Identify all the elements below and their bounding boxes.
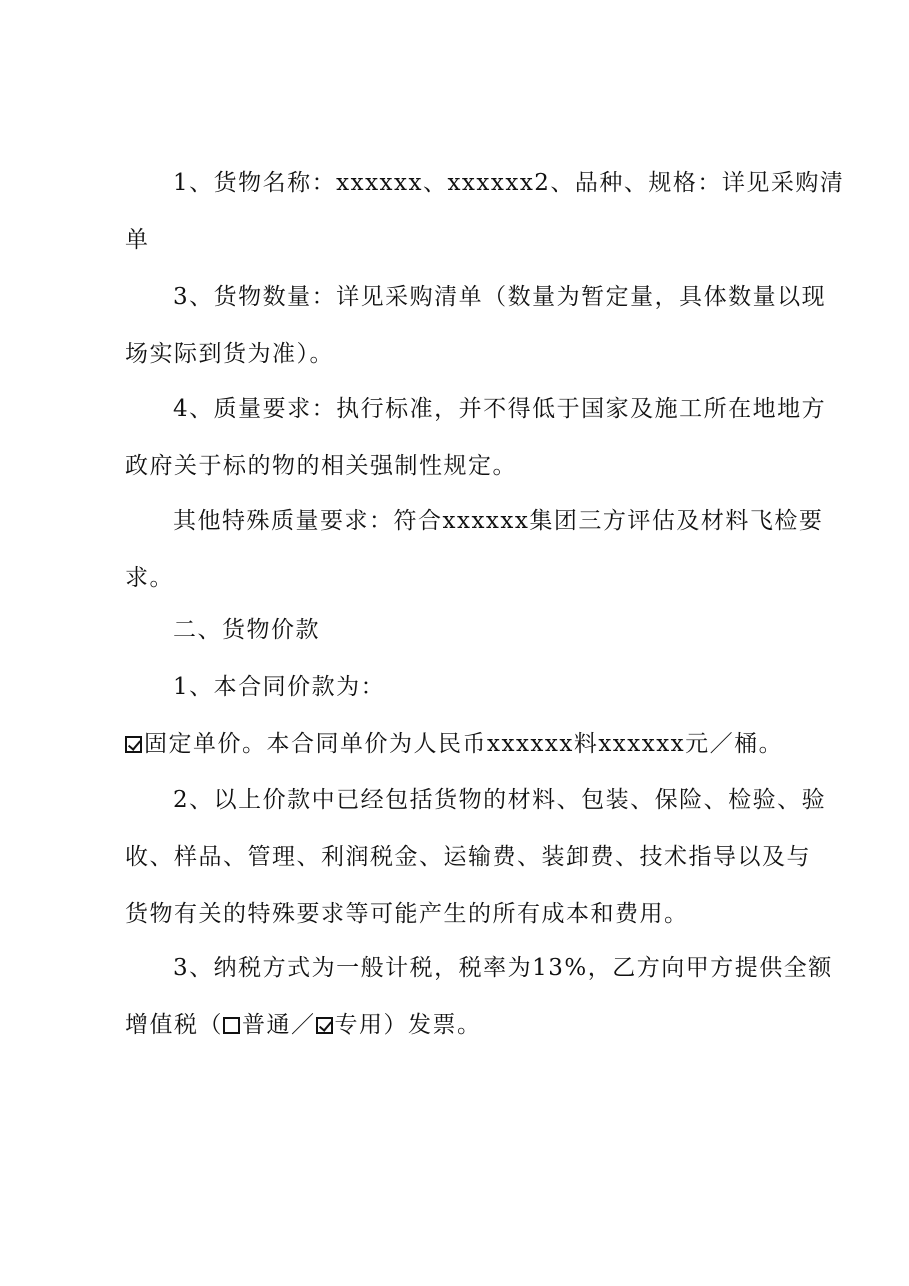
paragraph-line: 其他特殊质量要求：符合xxxxxx集团三方评估及材料飞检要 (173, 508, 824, 534)
special-quality-paragraph (125, 493, 825, 607)
price-inclusion-paragraph (125, 772, 825, 943)
paragraph-line: 1、货物名称：xxxxxx、xxxxxx2、品种、规格：详见采购清 (173, 170, 845, 196)
paragraph-line: 收、样品、管理、利润税金、运输费、装卸费、技术指导以及与 (125, 844, 811, 870)
paragraph-line: 单 (125, 227, 150, 253)
paragraph-line (125, 716, 825, 773)
invoice-special-label: 专用）发票。 (334, 1012, 482, 1038)
paragraph-line: 3、纳税方式为一般计税，税率为13%，乙方向甲方提供全额 (173, 955, 833, 981)
fixed-price-paragraph (125, 716, 825, 773)
invoice-normal-label: 普通／ (242, 1012, 316, 1038)
paragraph-line: 货物有关的特殊要求等可能产生的所有成本和费用。 (125, 901, 689, 927)
paragraph-line: 求。 (125, 565, 174, 591)
fixed-price-text: 固定单价。本合同单价为人民币xxxxxx料xxxxxx元／桶。 (144, 731, 784, 757)
fixed-price-checkbox[interactable] (125, 736, 142, 753)
contract-price-paragraph (125, 659, 825, 716)
paragraph-line: 场实际到货为准）。 (125, 341, 334, 367)
paragraph-line: 政府关于标的物的相关强制性规定。 (125, 453, 517, 479)
invoice-special-checkbox[interactable] (316, 1017, 333, 1034)
invoice-prefix-text: 增值税（ (125, 1012, 223, 1038)
section-heading: 二、货物价款 (173, 617, 320, 643)
tax-paragraph (125, 940, 833, 1054)
quality-requirement-paragraph (125, 381, 825, 495)
goods-quantity-paragraph (125, 269, 825, 383)
goods-name-paragraph (125, 155, 845, 269)
paragraph-line: 2、以上价款中已经包括货物的材料、包装、保险、检验、验 (173, 787, 827, 813)
invoice-normal-checkbox[interactable] (223, 1017, 240, 1034)
price-section-heading (125, 602, 825, 659)
paragraph-line: 4、质量要求：执行标准，并不得低于国家及施工所在地地方 (173, 396, 827, 422)
paragraph-line (125, 997, 825, 1054)
paragraph-line: 1、本合同价款为： (173, 674, 386, 700)
paragraph-line: 3、货物数量：详见采购清单（数量为暂定量，具体数量以现 (173, 284, 827, 310)
